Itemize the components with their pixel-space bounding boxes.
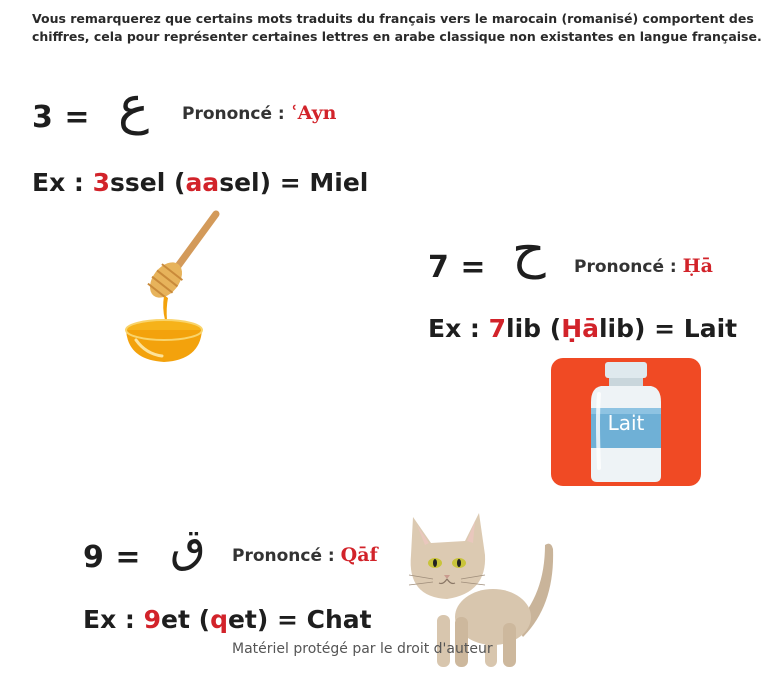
ayn-example: Ex : 3ssel (aasel) = Miel bbox=[32, 168, 369, 197]
example-digit: 7 bbox=[488, 314, 507, 343]
qaf-example: Ex : 9et (qet) = Chat bbox=[83, 605, 372, 634]
ayn-number: 3 = bbox=[32, 100, 90, 135]
example-highlight: q bbox=[210, 605, 228, 634]
example-digit: 9 bbox=[143, 605, 162, 634]
ayn-letter: ع bbox=[118, 76, 150, 136]
pron-label: Prononcé : bbox=[232, 546, 335, 566]
qaf-pronunciation bbox=[232, 544, 378, 566]
example-highlight: aa bbox=[185, 168, 220, 197]
ha-transliteration: Ḥā bbox=[682, 255, 713, 277]
qaf-letter: ق bbox=[170, 518, 206, 572]
ayn-transliteration: ʿAyn bbox=[290, 102, 337, 124]
ha-number: 7 = bbox=[428, 250, 486, 285]
ha-pronunciation bbox=[574, 255, 713, 277]
honey-image bbox=[118, 208, 228, 368]
intro-text: Vous remarquerez que certains mots traduits du français vers le marocain (romanisé) comportent des chiffres, cela pour représenter certaines lettres en arabe classique non existantes en langue française. bbox=[32, 11, 762, 44]
pron-label: Prononcé : bbox=[182, 104, 285, 124]
example-digit: 3 bbox=[92, 168, 111, 197]
milk-image bbox=[551, 358, 701, 486]
qaf-transliteration: Qāf bbox=[340, 544, 378, 566]
copyright-watermark: Matériel protégé par le droit d'auteur bbox=[232, 641, 493, 657]
ha-example: Ex : 7lib (Ḥālib) = Lait bbox=[428, 314, 738, 343]
example-highlight: Ḥā bbox=[561, 314, 599, 343]
ha-letter: ح bbox=[512, 220, 546, 280]
ayn-pronunciation bbox=[182, 102, 336, 124]
pron-label: Prononcé : bbox=[574, 257, 677, 277]
milk-label: Lait bbox=[607, 411, 645, 435]
qaf-number: 9 = bbox=[83, 540, 141, 575]
